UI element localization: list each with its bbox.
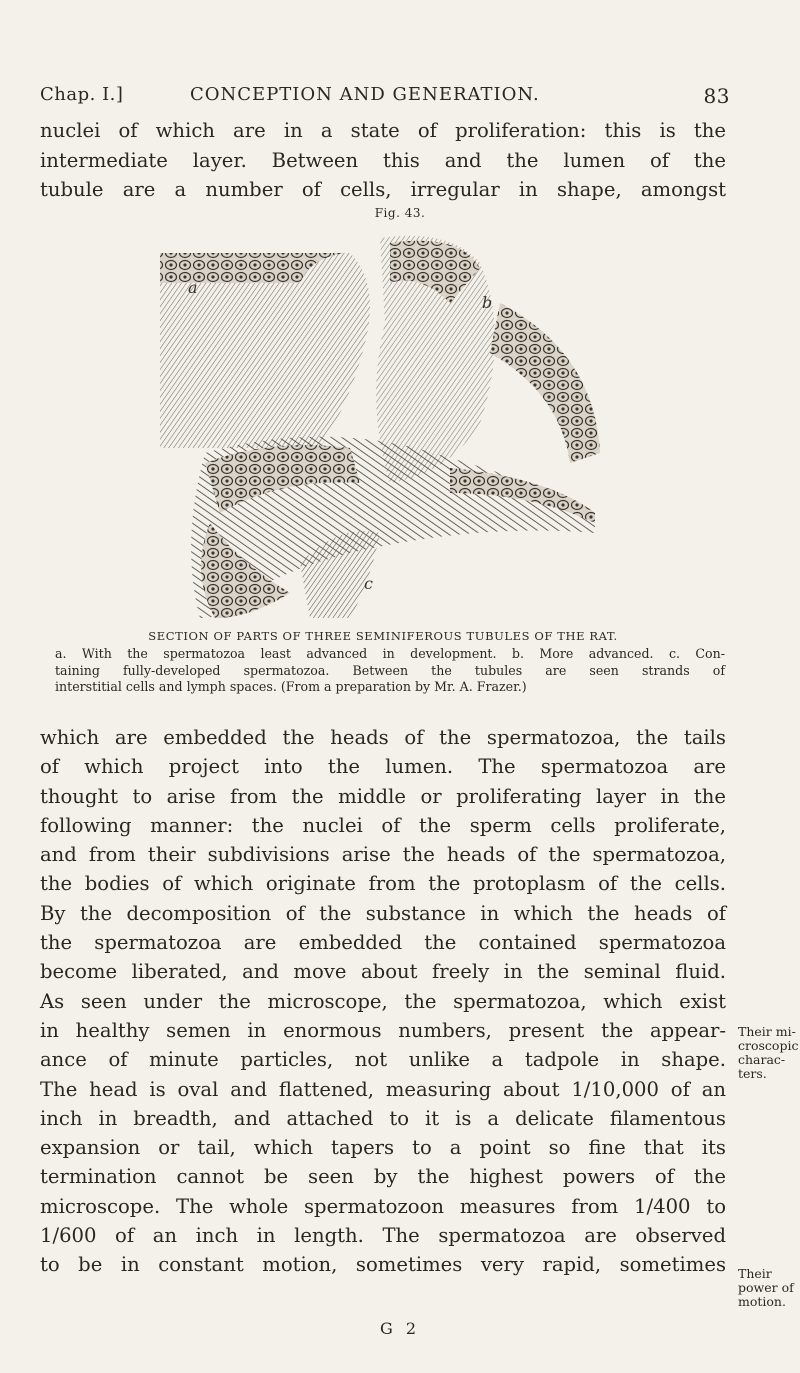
text-line: inch in breadth, and attached to it is a delicate filamentous bbox=[40, 1106, 726, 1130]
text-line: in healthy semen in enormous numbers, present the appear- bbox=[40, 1018, 726, 1042]
margin-note-line: croscopic bbox=[738, 1038, 799, 1053]
margin-note-microscopic bbox=[738, 1025, 800, 1081]
paragraph-top bbox=[40, 116, 726, 205]
chapter-ref: Chap. I.] bbox=[40, 84, 124, 105]
text-line: the spermatozoa are embedded the contained spermatozoa bbox=[40, 931, 726, 955]
text-line: By the decomposition of the substance in which the heads of bbox=[40, 901, 726, 925]
text-line: the bodies of which originate from the protoplasm of the cells. bbox=[40, 872, 726, 896]
text-line: become liberated, and move about freely in the seminal fluid. bbox=[40, 960, 726, 984]
text-line: ance of minute particles, not unlike a tadpole in shape. bbox=[40, 1048, 726, 1072]
figure-illustration bbox=[150, 223, 600, 618]
figure-caption-title: SECTION OF PARTS OF THREE SEMINIFEROUS TUBULES OF THE RAT. bbox=[148, 629, 618, 643]
paragraph-bottom bbox=[40, 723, 726, 1280]
tubule-section-engraving bbox=[150, 223, 600, 618]
margin-note-line: charac- bbox=[738, 1052, 786, 1067]
text-line: termination cannot be seen by the highest powers of the bbox=[40, 1165, 726, 1189]
text-line: The head is oval and flattened, measuring about 1/10,000 of an bbox=[40, 1077, 726, 1101]
figure-caption bbox=[55, 646, 725, 696]
margin-note-motion bbox=[738, 1267, 800, 1309]
text-line: nuclei of which are in a state of proliferation: this is the bbox=[40, 119, 726, 142]
text-line: tubule are a number of cells, irregular in shape, amongst bbox=[40, 178, 726, 201]
text-line: microscope. The whole spermatozoon measures from 1/400 to bbox=[40, 1194, 726, 1218]
margin-note-line: Their bbox=[738, 1266, 772, 1281]
margin-note-line: motion. bbox=[738, 1294, 786, 1309]
text-line: of which project into the lumen. The spermatozoa are bbox=[40, 755, 726, 779]
margin-note-line: Their mi- bbox=[738, 1024, 796, 1039]
caption-line: taining fully-developed spermatozoa. Between the tubules are seen strands of bbox=[55, 662, 725, 678]
signature-mark: G 2 bbox=[379, 1319, 421, 1338]
text-line: intermediate layer. Between this and the lumen of the bbox=[40, 148, 726, 172]
margin-note-line: power of bbox=[738, 1280, 794, 1295]
text-line: following manner: the nuclei of the sperm cells proliferate, bbox=[40, 813, 726, 837]
figure-letter-c: c bbox=[364, 574, 373, 593]
running-title: CONCEPTION AND GENERATION. bbox=[190, 84, 540, 105]
text-line: thought to arise from the middle or proliferating layer in the bbox=[40, 784, 726, 808]
figure-label: Fig. 43. bbox=[374, 206, 426, 220]
text-line: which are embedded the heads of the spermatozoa, the tails bbox=[40, 726, 726, 749]
page-number: 83 bbox=[703, 84, 730, 108]
text-line: expansion or tail, which tapers to a point so fine that its bbox=[40, 1136, 726, 1160]
caption-line: interstitial cells and lymph spaces. (From a preparation by Mr. A. Frazer.) bbox=[55, 679, 527, 695]
figure-letter-b: b bbox=[482, 293, 493, 312]
figure-letter-a: a bbox=[188, 278, 198, 297]
text-line: 1/600 of an inch in length. The spermatozoa are observed bbox=[40, 1224, 726, 1248]
caption-line: a. With the spermatozoa least advanced in development. b. More advanced. c. Con- bbox=[55, 646, 725, 661]
text-line: and from their subdivisions arise the heads of the spermatozoa, bbox=[40, 843, 726, 867]
margin-note-line: ters. bbox=[738, 1066, 767, 1081]
text-line: to be in constant motion, sometimes very rapid, sometimes bbox=[40, 1253, 726, 1277]
text-line: As seen under the microscope, the spermatozoa, which exist bbox=[40, 989, 726, 1013]
